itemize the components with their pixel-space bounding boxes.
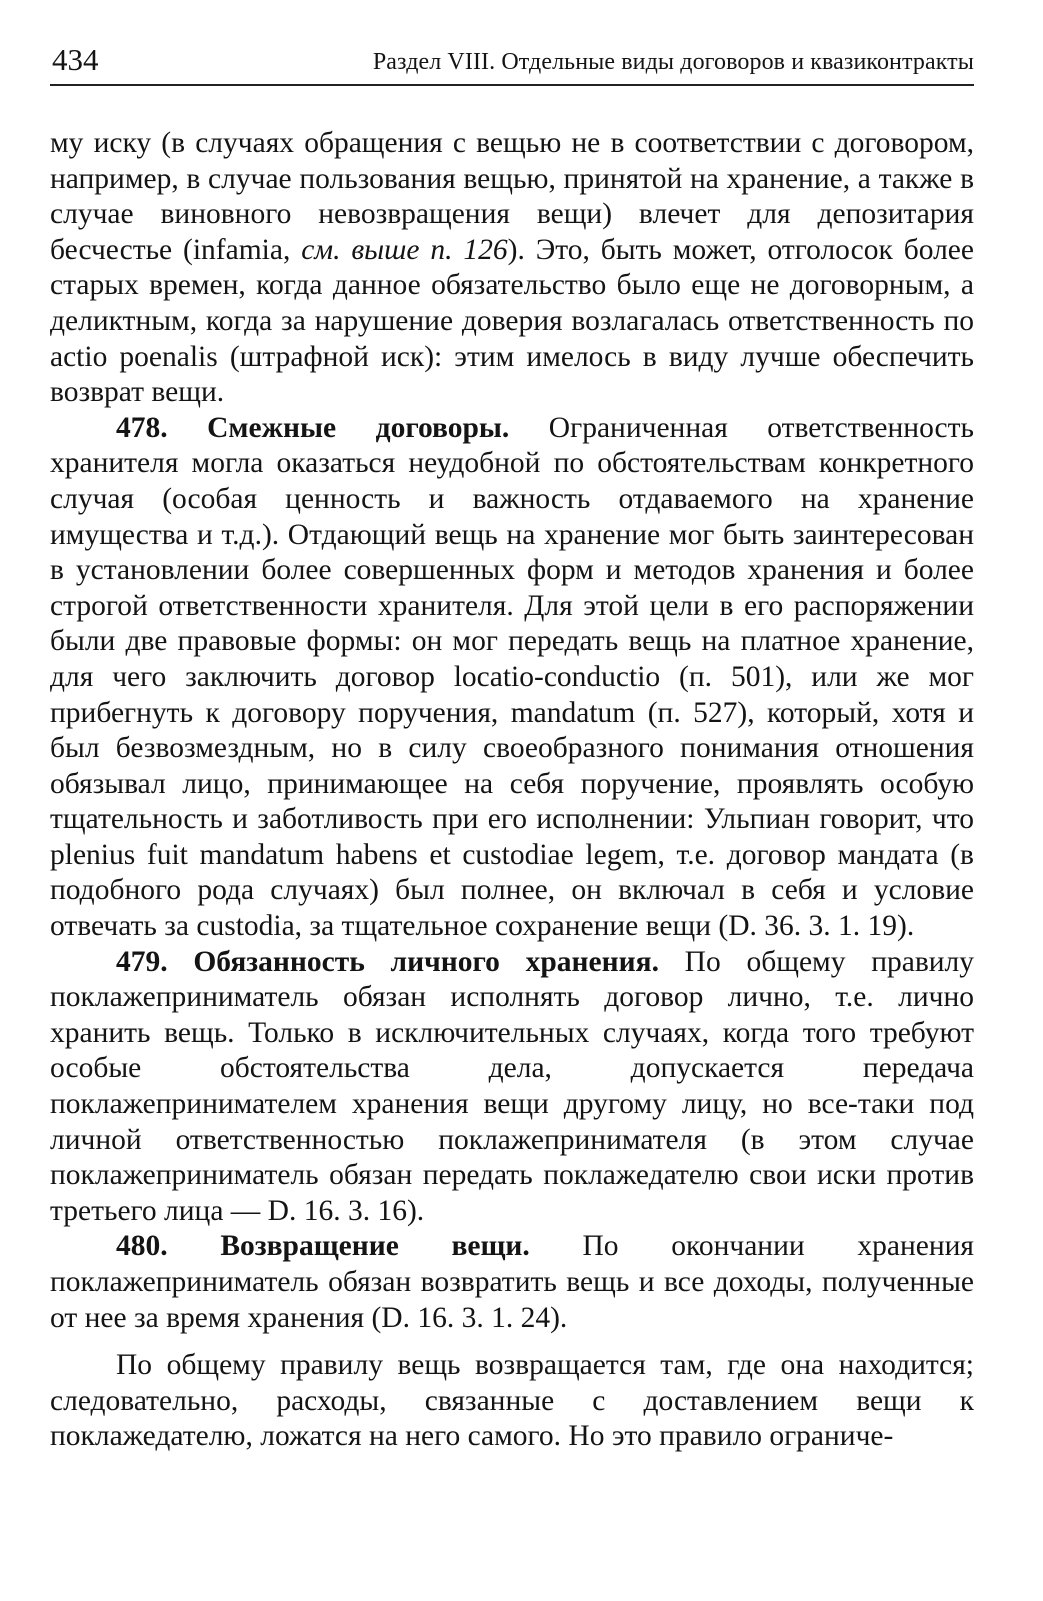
section-479 (50, 945, 974, 1230)
cross-reference: см. выше п. 126 (301, 233, 508, 266)
paragraph-continuation (50, 126, 974, 411)
paragraph-text: му иску (в случаях обращения с вещью не в соответствии с договором, например, в случае пользования вещью, принятой на хранение, а также в случае виновного невозвращения вещи) влечет для депозитария бесчестье (infamia, (50, 127, 974, 266)
page-number: 434 (52, 42, 99, 77)
running-head: Раздел VIII. Отдельные виды договоров и квазиконтракты (372, 49, 974, 75)
section-heading: 480. Возвращение вещи. (116, 1230, 530, 1263)
header-rule (50, 84, 974, 86)
body-text (50, 126, 974, 1455)
paragraph-text: По общему правилу вещь возвращается там, где она находится; следовательно, расходы, связанные с доставлением вещи к поклажедателю, ложатся на него самого. Но это правило ограниче- (50, 1349, 974, 1453)
section-heading: 479. Обязанность личного хранения. (116, 945, 659, 978)
paragraph-text: По окончании хранения поклажеприниматель обязан возвратить вещь и все доходы, полученные от нее за время хранения (D. 16. 3. 1. 24). (50, 1230, 974, 1334)
paragraph-text: Ограниченная ответственность хранителя могла оказаться неудобной по обстоятельствам конкретного случая (особая ценность и важность отдаваемого на хранение имущества и т.д.). Отдающий вещь на хранение мог быть заинтересован в установлении более совершенных форм и методов хранения и более строгой ответственности хранителя. Для этой цели в его распоряжении были две правовые формы: он мог передать вещь на платное хранение, для чего заключить договор locatio-conductio (п. 501), или же мог прибегнуть к договору поручения, mandatum (п. 527), который, хотя и был безвозмездным, но в силу своеобразного понимания отношения обязывал лицо, принимающее на себя поручение, проявлять особую тщательность и заботливость при его исполнении: Ульпиан говорит, что plenius fuit mandatum habens et custodiae legem, т.е. договор мандата (в подобного рода случаях) был полнее, он включал в себя и условие отвечать за custodia, за тщательное сохранение вещи (D. 36. 3. 1. 19). (50, 411, 974, 943)
section-heading: 478. Смежные договоры. (116, 411, 510, 444)
paragraph (50, 1348, 974, 1455)
paragraph-text: По общему правилу поклажеприниматель обязан исполнять договор лично, т.е. лично хранить вещь. Только в исключительных случаях, когда того требуют особые обстоятельства дела, допускается передача поклажепринимателем хранения вещи другому лицу, но все-таки под личной ответственностью поклажепринимателя (в этом случае поклажеприниматель обязан передать поклажедателю свои иски против третьего лица — D. 16. 3. 16). (50, 945, 975, 1227)
paragraph-text: ). Это, быть может, отголосок более старых времен, когда данное обязательство было еще не договорным, а деликтным, когда за нарушение доверия возлагалась ответственность по actio poenalis (штрафной иск): этим имелось в виду лучше обеспечить возврат вещи. (50, 233, 974, 409)
section-478 (50, 411, 974, 945)
section-480 (50, 1229, 974, 1336)
page-header (50, 40, 974, 84)
book-page (50, 40, 974, 1455)
